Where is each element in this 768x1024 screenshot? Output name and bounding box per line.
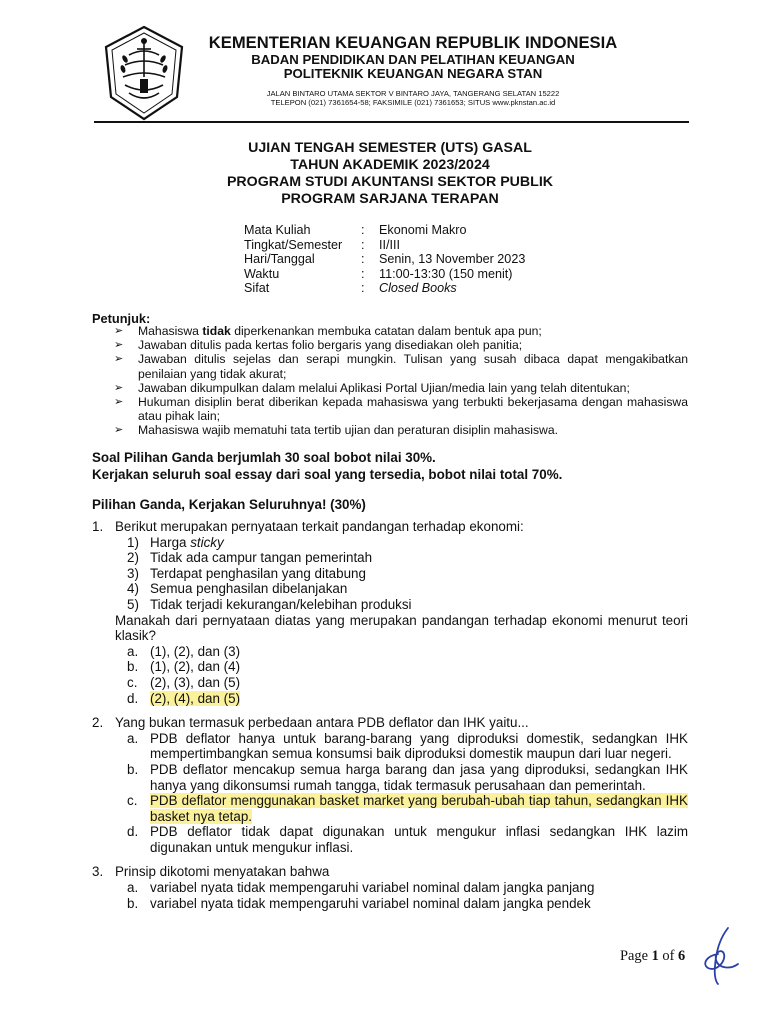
page-number: Page 1 of 6	[620, 948, 686, 964]
instruction-item: ➢ Mahasiswa wajib mematuhi tata tertib ujian dan peraturan disiplin mahasiswa.	[114, 423, 559, 438]
info-label: Tingkat/Semester	[244, 237, 343, 252]
degree-program: PROGRAM SARJANA TERAPAN	[281, 191, 499, 207]
address-line: JALAN BINTARO UTAMA SEKTOR V BINTARO JAYA, TANGERANG SELATAN 15222	[266, 89, 560, 98]
statement-item: 5) Tidak terjadi kekurangan/kelebihan produksi	[127, 596, 412, 612]
question-3	[92, 864, 688, 911]
arrow-bullet-icon: ➢	[114, 339, 124, 352]
ministry-logo	[103, 25, 185, 121]
answer-option: c. (2), (3), dan (5)	[127, 674, 241, 690]
question-number: 3.	[92, 864, 104, 880]
info-value: II/III	[379, 237, 400, 252]
statement-item: 4) Semua penghasilan dibelanjakan	[127, 581, 348, 597]
info-value: Closed Books	[379, 281, 457, 295]
statement-item: 1) Harga sticky	[127, 534, 224, 550]
answer-options	[115, 880, 688, 911]
question-1	[92, 519, 688, 706]
info-value: Senin, 13 November 2023	[379, 252, 526, 266]
question-number: 1.	[92, 519, 104, 534]
info-label: Hari/Tanggal	[244, 252, 315, 266]
answer-option: b. variabel nyata tidak mempengaruhi variabel nominal dalam jangka pendek	[127, 895, 591, 911]
header-divider	[94, 121, 689, 123]
arrow-bullet-icon: ➢	[114, 424, 124, 437]
arrow-bullet-icon: ➢	[114, 381, 124, 394]
question-number: 2.	[92, 715, 104, 731]
exam-title: UJIAN TENGAH SEMESTER (UTS) GASAL	[248, 140, 532, 156]
answer-option: b. PDB deflator mencakup semua harga barang dan jasa yang diproduksi, sedangkan IHK hanya yang dikonsumsi rumah tangga, tidak termasuk perusahaan dan pemerintah.	[127, 761, 688, 793]
ministry-name: KEMENTERIAN KEUANGAN REPUBLIK INDONESIA	[208, 33, 618, 52]
question-list	[92, 519, 688, 920]
info-colon: :	[361, 266, 365, 281]
instructions-title: Petunjuk:	[92, 311, 151, 326]
highlighted-answer: PDB deflator menggunakan basket market yang berubah-ubah tiap tahun, sedangkan IHK basket nya tetap.	[150, 793, 688, 824]
answer-option: b. (1), (2), dan (4)	[127, 659, 241, 675]
question-2	[92, 715, 688, 855]
question-stem: Prinsip dikotomi menyatakan bahwa	[115, 864, 330, 880]
info-label: Waktu	[244, 266, 280, 281]
statement-item: 3) Terdapat penghasilan yang ditabung	[127, 565, 366, 581]
statement-list	[115, 535, 688, 613]
agency-name: BADAN PENDIDIKAN DAN PELATIHAN KEUANGAN	[251, 52, 575, 67]
instruction-item: ➢ Mahasiswa tidak diperkenankan membuka catatan dalam bentuk apa pun;	[114, 324, 542, 338]
instruction-item: ➢ Hukuman disiplin berat diberikan kepada mahasiswa yang terbukti bekerjasama dengan mahasiswa atau pihak lain;	[114, 395, 688, 424]
instruction-item: ➢ Jawaban dikumpulkan dalam melalui Aplikasi Portal Ujian/media lain yang telah ditentukan;	[114, 380, 630, 395]
section-heading: Pilihan Ganda, Kerjakan Seluruhnya! (30%)	[92, 497, 366, 512]
highlighted-answer: (2), (4), dan (5)	[150, 690, 241, 706]
answer-option: d. PDB deflator tidak dapat digunakan untuk mengukur inflasi sedangkan IHK lazim digunakan untuk mengukur inflasi.	[127, 824, 688, 855]
statement-item: 2) Tidak ada campur tangan pemerintah	[127, 550, 373, 566]
arrow-bullet-icon: ➢	[114, 325, 124, 337]
instruction-item: ➢ Jawaban ditulis sejelas dan serapi mungkin. Tulisan yang susah dibaca dapat mengakibatkan penilaian yang tidak akurat;	[114, 352, 688, 381]
contact-line: TELEPON (021) 7361654-58; FAKSIMILE (021) 7361653; SITUS www.pknstan.ac.id	[270, 98, 556, 107]
info-colon: :	[361, 281, 365, 295]
answer-option: a. variabel nyata tidak mempengaruhi variabel nominal dalam jangka panjang	[127, 880, 595, 896]
answer-options	[115, 644, 688, 706]
arrow-bullet-icon: ➢	[114, 396, 124, 409]
answer-options	[115, 731, 688, 856]
mc-weight-note: Soal Pilihan Ganda berjumlah 30 soal bobot nilai 30%.	[92, 450, 436, 465]
info-colon: :	[361, 237, 365, 252]
question-subprompt: Manakah dari pernyataan diatas yang merupakan pandangan terhadap ekonomi menurut teori klasik?	[115, 612, 688, 644]
emphasis-text: tidak	[202, 324, 231, 338]
study-program: PROGRAM STUDI AKUNTANSI SEKTOR PUBLIK	[226, 174, 554, 190]
essay-weight-note: Kerjakan seluruh soal essay dari soal yang tersedia, bobot nilai total 70%.	[92, 467, 563, 482]
question-stem: Berikut merupakan pernyataan terkait pandangan terhadap ekonomi:	[115, 519, 524, 534]
signature-initial	[698, 924, 744, 986]
academic-year: TAHUN AKADEMIK 2023/2024	[290, 157, 490, 173]
institution-name: POLITEKNIK KEUANGAN NEGARA STAN	[283, 66, 543, 81]
info-value: Ekonomi Makro	[379, 223, 467, 237]
info-value: 11:00-13:30 (150 menit)	[379, 266, 513, 281]
answer-option-highlighted: d. (2), (4), dan (5)	[127, 690, 241, 706]
info-colon: :	[361, 223, 365, 237]
arrow-bullet-icon: ➢	[114, 353, 124, 366]
instructions-list	[92, 324, 688, 438]
info-colon: :	[361, 252, 365, 266]
info-label: Mata Kuliah	[244, 223, 311, 237]
info-label: Sifat	[244, 281, 270, 295]
instruction-item: ➢ Jawaban ditulis pada kertas folio bergaris yang disediakan oleh panitia;	[114, 338, 523, 353]
answer-option-highlighted: c. PDB deflator menggunakan basket market yang berubah-ubah tiap tahun, sedangkan IHK basket nya tetap.	[127, 793, 688, 824]
answer-option: a. (1), (2), dan (3)	[127, 643, 241, 659]
question-stem: Yang bukan termasuk perbedaan antara PDB deflator dan IHK yaitu...	[115, 715, 529, 731]
answer-option: a. PDB deflator hanya untuk barang-barang yang diproduksi domestik, sedangkan IHK mempertimbangkan semua konsumsi baik diproduksi domestik maupun dari luar negeri.	[127, 730, 688, 762]
